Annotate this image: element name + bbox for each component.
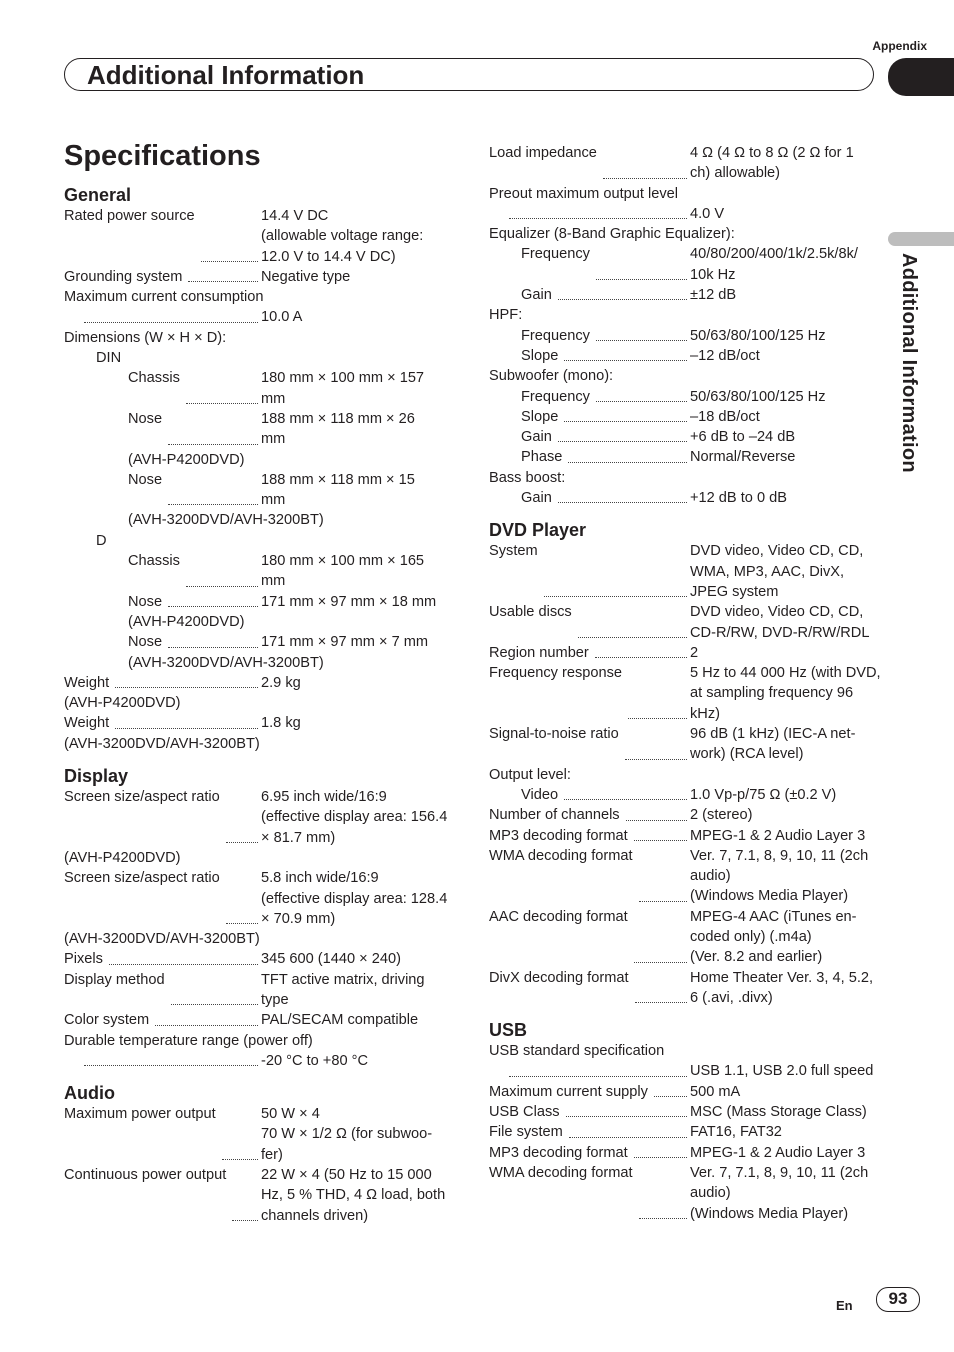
spec-row (489, 1163, 884, 1224)
spec-value: MPEG-4 AAC (iTunes en- coded only) (.m4a) (Ver. 8.2 and earlier) (690, 908, 857, 966)
leader-dots (564, 785, 687, 800)
spec-name: Weight (64, 674, 110, 691)
spec-name: USB Class (489, 1104, 560, 1121)
leader-dots (558, 488, 687, 503)
spec-name: HPF: (489, 307, 523, 324)
spec-row (489, 1082, 884, 1102)
leader-dots (635, 968, 687, 1004)
spec-name: MP3 decoding format (489, 827, 628, 844)
section-header (64, 58, 874, 91)
spec-name: Preout maximum output level (489, 185, 678, 202)
spec-name: Phase (521, 449, 563, 466)
model-note: (AVH-P4200DVD) (64, 849, 181, 866)
spec-row (64, 970, 454, 1011)
spec-name: Gain (521, 429, 552, 446)
leader-dots (155, 1010, 258, 1025)
leader-dots (595, 643, 687, 658)
spec-row (489, 1143, 884, 1163)
spec-row (489, 907, 884, 968)
spec-row (64, 470, 454, 511)
model-note: (AVH-3200DVD/AVH-3200BT) (64, 931, 260, 948)
spec-value: USB 1.1, USB 2.0 full speed (690, 1063, 874, 1080)
spec-name: Usable discs (489, 604, 572, 621)
spec-name: Maximum current supply (489, 1083, 648, 1100)
spec-value: 5 Hz to 44 000 Hz (with DVD, at sampling frequency 96 kHz) (690, 665, 881, 722)
spec-value: Ver. 7, 7.1, 8, 9, 10, 11 (2ch audio) (Windows Media Player) (690, 1164, 869, 1222)
spec-name: Nose (128, 593, 163, 610)
spec-name: File system (489, 1124, 563, 1141)
spec-value: 345 600 (1440 × 240) (261, 951, 401, 968)
spec-name: Screen size/aspect ratio (64, 870, 220, 887)
spec-row (489, 285, 884, 305)
spec-row (64, 673, 454, 693)
spec-name: Frequency response (489, 665, 623, 682)
spec-value: PAL/SECAM compatible (261, 1012, 419, 1029)
spec-value: –12 dB/oct (690, 347, 760, 364)
spec-row (64, 713, 454, 733)
spec-name: AAC decoding format (489, 908, 628, 925)
spec-row (489, 143, 884, 184)
leader-dots (222, 1104, 258, 1160)
spec-row (64, 409, 454, 450)
leader-dots (639, 846, 687, 902)
spec-name: Video (521, 786, 559, 803)
spec-value: 1.8 kg (261, 715, 301, 732)
spec-name: Continuous power output (64, 1167, 227, 1184)
leader-dots (568, 447, 687, 462)
spec-row (489, 387, 884, 407)
spec-row (489, 602, 884, 643)
spec-value: +6 dB to –24 dB (690, 429, 796, 446)
spec-value: DVD video, Video CD, CD, WMA, MP3, AAC, DivX, JPEG system (690, 543, 864, 600)
spec-subgroup: DIN (96, 350, 122, 367)
spec-value: 180 mm × 100 mm × 165 mm (261, 553, 425, 590)
leader-dots (578, 602, 687, 638)
leader-dots (628, 663, 687, 719)
spec-name: Subwoofer (mono): (489, 368, 614, 385)
leader-dots (168, 470, 258, 506)
spec-name: Grounding system (64, 268, 183, 285)
spec-name: Screen size/aspect ratio (64, 789, 220, 806)
spec-value: 5.8 inch wide/16:9 (effective display area: 128.4 × 70.9 mm) (261, 870, 448, 927)
spec-name: Display method (64, 971, 165, 988)
spec-name: Frequency (521, 246, 590, 263)
usb-heading: USB (489, 1020, 528, 1041)
spec-value: 171 mm × 97 mm × 7 mm (261, 634, 429, 651)
spec-value: 14.4 V DC (allowable voltage range: 12.0 V to 14.4 V DC) (261, 208, 424, 265)
spec-name: Dimensions (W × H × D): (64, 329, 227, 346)
leader-dots (596, 387, 687, 402)
spec-value: 188 mm × 118 mm × 26 mm (261, 410, 415, 448)
leader-dots (596, 326, 687, 341)
spec-value: -20 °C to +80 °C (261, 1052, 368, 1069)
spec-name: Nose (128, 634, 163, 651)
spec-value: MSC (Mass Storage Class) (690, 1104, 867, 1121)
spec-row (64, 787, 454, 848)
spec-name: Durable temperature range (power off) (64, 1032, 313, 1049)
spec-value: MPEG-1 & 2 Audio Layer 3 (690, 1144, 866, 1161)
spec-row (489, 326, 884, 346)
spec-name: USB standard specification (489, 1043, 665, 1060)
spec-value: 1.0 Vp-p/75 Ω (±0.2 V) (690, 786, 837, 803)
spec-row (489, 724, 884, 765)
spec-row (64, 307, 454, 327)
spec-name: System (489, 543, 538, 560)
spec-value: 188 mm × 118 mm × 15 mm (261, 471, 415, 509)
dvd-player-heading: DVD Player (489, 520, 587, 541)
leader-dots (509, 204, 687, 219)
model-note: (AVH-P4200DVD) (128, 613, 245, 630)
spec-name: MP3 decoding format (489, 1144, 628, 1161)
spec-value: 500 mA (690, 1083, 741, 1100)
spec-row (64, 868, 454, 929)
leader-dots (569, 1122, 687, 1137)
spec-name: Frequency (521, 327, 590, 344)
leader-dots (544, 541, 687, 597)
spec-row (489, 805, 884, 825)
spec-name: Bass boost: (489, 469, 566, 486)
spec-row (64, 267, 454, 287)
leader-dots (168, 592, 258, 607)
spec-value: 50/63/80/100/125 Hz (690, 388, 826, 405)
spec-name: Signal-to-noise ratio (489, 726, 619, 743)
leader-dots (625, 724, 687, 760)
spec-name: WMA decoding format (489, 847, 633, 864)
spec-row (64, 551, 454, 592)
leader-dots (564, 407, 687, 422)
spec-row (489, 407, 884, 427)
leader-dots (626, 805, 687, 820)
model-note: (AVH-3200DVD/AVH-3200BT) (64, 735, 260, 752)
spec-subgroup: D (96, 532, 107, 549)
spec-name: Slope (521, 408, 559, 425)
leader-dots (634, 826, 687, 841)
spec-row (489, 447, 884, 467)
page-title: Specifications (64, 140, 261, 172)
spec-value: 40/80/200/400/1k/2.5k/8k/ 10k Hz (690, 246, 858, 283)
spec-row (489, 488, 884, 508)
side-section-label: Additional Information (898, 253, 920, 473)
spec-row (489, 643, 884, 663)
side-tab-marker (888, 232, 954, 246)
leader-dots (109, 949, 258, 964)
header-tab-marker (888, 58, 954, 96)
spec-value: Negative type (261, 268, 351, 285)
spec-name: Chassis (128, 370, 180, 387)
spec-name: Rated power source (64, 208, 195, 224)
spec-row (64, 592, 454, 612)
spec-value: 180 mm × 100 mm × 157 mm (261, 370, 425, 407)
spec-row (489, 204, 884, 224)
spec-name: Frequency (521, 388, 590, 405)
spec-name: Number of channels (489, 807, 620, 824)
spec-value: 50 W × 4 70 W × 1/2 Ω (for subwoo- fer) (261, 1106, 433, 1163)
spec-value: 2.9 kg (261, 674, 301, 691)
leader-dots (226, 868, 258, 924)
leader-dots (188, 267, 258, 282)
appendix-label: Appendix (872, 39, 927, 53)
leader-dots (168, 632, 258, 647)
spec-row (64, 206, 454, 267)
spec-row (489, 663, 884, 724)
spec-value: 22 W × 4 (50 Hz to 15 000 Hz, 5 % THD, 4 Ω load, both channels driven) (261, 1167, 446, 1224)
spec-name: Slope (521, 347, 559, 364)
spec-name: Maximum power output (64, 1106, 216, 1123)
spec-value: TFT active matrix, driving type (261, 971, 425, 1008)
spec-value: 4 Ω (4 Ω to 8 Ω (2 Ω for 1 ch) allowable) (690, 145, 854, 182)
spec-row (489, 1061, 884, 1081)
leader-dots (201, 206, 258, 262)
leader-dots (115, 713, 258, 728)
leader-dots (564, 346, 687, 361)
spec-row (64, 1051, 454, 1071)
spec-value: 96 dB (1 kHz) (IEC-A net- work) (RCA level) (690, 726, 856, 763)
leader-dots (115, 673, 258, 688)
spec-name: Nose (128, 471, 163, 488)
model-note: (AVH-P4200DVD) (64, 695, 181, 712)
spec-row (489, 846, 884, 907)
spec-value: –18 dB/oct (690, 408, 760, 425)
spec-row (489, 244, 884, 285)
leader-dots (558, 285, 687, 300)
spec-name: DivX decoding format (489, 969, 629, 986)
spec-value: Normal/Reverse (690, 449, 796, 466)
spec-value: Ver. 7, 7.1, 8, 9, 10, 11 (2ch audio) (Windows Media Player) (690, 847, 869, 905)
spec-name: Nose (128, 410, 163, 427)
left-column (64, 184, 454, 1226)
leader-dots (226, 787, 258, 843)
spec-row (64, 1010, 454, 1030)
spec-row (489, 968, 884, 1009)
leader-dots (168, 409, 258, 445)
spec-value: ±12 dB (690, 287, 737, 304)
spec-name: Gain (521, 490, 552, 507)
model-note: (AVH-3200DVD/AVH-3200BT) (128, 654, 324, 671)
leader-dots (186, 368, 258, 404)
leader-dots (603, 143, 687, 179)
right-column (489, 143, 884, 1224)
spec-value: 4.0 V (690, 205, 725, 222)
spec-row (64, 949, 454, 969)
leader-dots (84, 307, 258, 322)
leader-dots (232, 1165, 258, 1221)
spec-row (489, 785, 884, 805)
page-number: 93 (876, 1287, 920, 1312)
spec-value: 2 (stereo) (690, 807, 753, 824)
leader-dots (639, 1163, 687, 1219)
spec-value: 171 mm × 97 mm × 18 mm (261, 593, 437, 610)
spec-row (489, 427, 884, 447)
spec-value: 2 (690, 644, 699, 661)
spec-name: WMA decoding format (489, 1164, 633, 1181)
audio-heading: Audio (64, 1083, 115, 1104)
leader-dots (509, 1061, 687, 1076)
model-note: (AVH-3200DVD/AVH-3200BT) (128, 512, 324, 529)
spec-value: MPEG-1 & 2 Audio Layer 3 (690, 827, 866, 844)
leader-dots (634, 1143, 687, 1158)
spec-value: +12 dB to 0 dB (690, 490, 787, 507)
leader-dots (186, 551, 258, 587)
leader-dots (634, 907, 687, 963)
spec-row (64, 368, 454, 409)
spec-name: Region number (489, 644, 589, 661)
spec-name: Chassis (128, 553, 180, 570)
section-header-title: Additional Information (87, 60, 365, 90)
spec-value: DVD video, Video CD, CD, CD-R/RW, DVD-R/RW/RDL (690, 604, 870, 641)
language-label: En (836, 1298, 853, 1313)
spec-row (489, 541, 884, 602)
spec-value: 10.0 A (261, 309, 303, 326)
spec-name: Pixels (64, 951, 103, 968)
spec-value: Home Theater Ver. 3, 4, 5.2, 6 (.avi, .divx) (690, 969, 874, 1006)
spec-row (489, 346, 884, 366)
spec-value: 6.95 inch wide/16:9 (effective display area: 156.4 × 81.7 mm) (261, 789, 448, 846)
leader-dots (596, 244, 687, 280)
spec-name: Equalizer (8-Band Graphic Equalizer): (489, 226, 735, 243)
spec-row (489, 826, 884, 846)
leader-dots (566, 1102, 687, 1117)
spec-name: Weight (64, 715, 110, 732)
spec-row (64, 632, 454, 652)
spec-name: Gain (521, 287, 552, 304)
spec-row (64, 1104, 454, 1165)
spec-row (64, 1165, 454, 1226)
general-heading: General (64, 185, 132, 205)
display-heading: Display (64, 766, 129, 787)
spec-row (489, 1122, 884, 1142)
leader-dots (654, 1082, 687, 1097)
model-note: (AVH-P4200DVD) (128, 451, 245, 468)
leader-dots (558, 427, 687, 442)
leader-dots (84, 1051, 258, 1066)
spec-name: Maximum current consumption (64, 289, 264, 306)
spec-value: FAT16, FAT32 (690, 1124, 782, 1141)
spec-name: Output level: (489, 766, 571, 783)
leader-dots (171, 970, 258, 1006)
spec-row (489, 1102, 884, 1122)
spec-name: Load impedance (489, 145, 597, 161)
spec-name: Color system (64, 1012, 150, 1029)
spec-value: 50/63/80/100/125 Hz (690, 327, 826, 344)
